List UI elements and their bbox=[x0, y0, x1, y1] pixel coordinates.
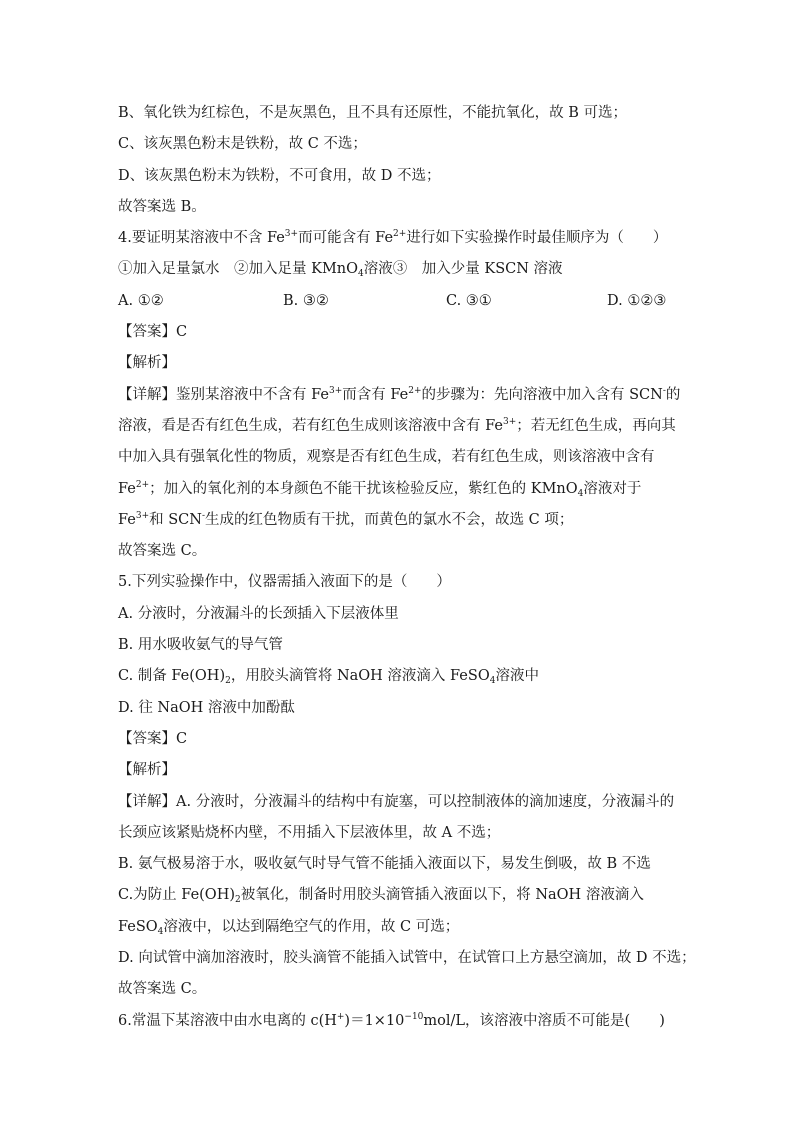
prev-option-d-explanation: D、该灰黑色粉末为铁粉，不可食用，故 D 不选； bbox=[118, 167, 441, 184]
q4-option-a: A. ①② bbox=[118, 292, 164, 309]
q4-stem-part: 而可能含有 Fe bbox=[298, 230, 394, 247]
prev-conclusion: 故答案选 B。 bbox=[118, 198, 206, 215]
q4-detail-text: 溶液对于 Fe bbox=[118, 480, 642, 528]
q4-detail-sub: 4 bbox=[577, 488, 584, 499]
prev-option-b-explanation: B、氧化铁为红棕色，不是灰黑色，且不具有还原性，不能抗氧化，故 B 可选； bbox=[118, 105, 628, 121]
q4-detail bbox=[118, 380, 688, 536]
q4-stem-part: 4.要证明某溶液中不含 Fe bbox=[118, 230, 285, 247]
q4-ops-part: 溶液③ 加入少量 KSCN 溶液 bbox=[363, 261, 563, 278]
q5-option-c-sub: 4 bbox=[489, 676, 496, 687]
q4-detail-text: ；加入的氧化剂的本身颜色不能干扰该检验反应，紫红色的 KMnO bbox=[149, 480, 578, 497]
q5-detail-c bbox=[118, 880, 688, 943]
q5-conclusion: 故答案选 C。 bbox=[118, 981, 207, 998]
q5-option-c-part: 溶液中 bbox=[495, 668, 539, 685]
q4-detail-text: ；若无红色生成，再向其中加入具有强氧化性的物质，观察是否有红色生成，若有红色生成，则该溶液中含有 Fe bbox=[118, 417, 676, 497]
q6-stem-sup: + bbox=[336, 1011, 345, 1022]
q4-ops-part: ①加入足量氯水 ②加入足量 KMnO bbox=[118, 261, 359, 278]
q4-answer: 【答案】C bbox=[118, 324, 188, 341]
q5-detail-c-part: 被氧化，制备时用胶头滴管插入液面以下，将 NaOH 溶液滴入 FeSO bbox=[118, 887, 644, 935]
q5-detail-c-sub: 2 bbox=[235, 895, 241, 906]
document-page bbox=[118, 98, 696, 1037]
q4-detail-text: 的步骤为：先向溶液中加入含有 SCN bbox=[421, 386, 663, 403]
q4-detail-sup: 2+ bbox=[135, 479, 150, 490]
q4-detail-text: 而含有 Fe bbox=[342, 386, 409, 403]
q5-stem: 5.下列实验操作中，仪器需插入液面下的是（ ） bbox=[118, 574, 451, 591]
q4-detail-text: 和 SCN bbox=[149, 511, 202, 528]
q4-options bbox=[118, 286, 688, 317]
q5-option-d: D. 往 NaOH 溶液中加酚酞 bbox=[118, 699, 295, 716]
q5-detail-d: D. 向试管中滴加溶液时，胶头滴管不能插入试管中，在试管口上方悬空滴加，故 D 不选； bbox=[118, 950, 696, 967]
q4-detail-sup: 2+ bbox=[408, 385, 422, 396]
q4-operations bbox=[118, 254, 688, 285]
q5-option-c-sub: 2 bbox=[225, 676, 231, 687]
q6-stem-sup: −10 bbox=[404, 1011, 424, 1022]
q4-stem-sup: 2+ bbox=[393, 229, 407, 240]
q4-detail-sup: - bbox=[662, 385, 666, 396]
q4-stem-part: 进行如下实验操作时最佳顺序为（ ） bbox=[406, 230, 668, 247]
q4-stem bbox=[118, 223, 688, 254]
q4-detail-text: 的溶液，看是否有红色生成，若有红色生成则该溶液中含有 Fe bbox=[118, 386, 681, 434]
q6-stem-part: )＝1×10 bbox=[344, 1012, 405, 1029]
q4-detail-text: 【详解】鉴别某溶液中不含有 Fe bbox=[118, 386, 329, 403]
q4-detail-sup: - bbox=[201, 510, 206, 521]
q5-option-a: A. 分液时，分液漏斗的长颈插入下层液体里 bbox=[118, 605, 399, 622]
q4-ops-sub: 4 bbox=[358, 269, 364, 280]
q5-detail-a: 【详解】A. 分液时，分液漏斗的结构中有旋塞，可以控制液体的滴加速度，分液漏斗的长颈应该紧贴烧杯内壁，不用插入下层液体里，故 A 不选； bbox=[118, 793, 675, 841]
q4-detail-text: 生成的红色物质有干扰，而黄色的氯水不会，故选 C 项； bbox=[205, 511, 574, 528]
q4-conclusion: 故答案选 C。 bbox=[118, 543, 207, 560]
q5-option-c bbox=[118, 661, 688, 692]
q4-option-d: D. ①②③ bbox=[607, 292, 667, 309]
q5-detail-c-part: 溶液中，以达到隔绝空气的作用，故 C 可选； bbox=[163, 918, 460, 935]
q6-stem-part: 6.常温下某溶液中由水电离的 c(H bbox=[118, 1012, 337, 1029]
q6-stem bbox=[118, 1006, 688, 1037]
q4-analysis-label: 【解析】 bbox=[118, 355, 176, 372]
q6-stem-part: mol/L，该溶液中溶质不可能是( ) bbox=[423, 1012, 665, 1029]
prev-option-c-explanation: C、该灰黑色粉末是铁粉，故 C 不选； bbox=[118, 136, 367, 153]
q5-detail-b: B. 氨气极易溶于水，吸收氨气时导气管不能插入液面以下，易发生倒吸，故 B 不选 bbox=[118, 856, 651, 873]
q4-detail-sup: 3+ bbox=[502, 416, 517, 427]
q5-analysis-label: 【解析】 bbox=[118, 762, 176, 779]
q5-detail-c-part: C.为防止 Fe(OH) bbox=[118, 887, 235, 904]
q4-option-b: B. ③② bbox=[283, 292, 329, 309]
q4-option-c: C. ③① bbox=[446, 292, 492, 309]
q4-detail-sup: 3+ bbox=[135, 510, 150, 521]
q4-stem-sup: 3+ bbox=[284, 229, 299, 240]
q5-option-c-part: C. 制备 Fe(OH) bbox=[118, 668, 226, 685]
q5-option-c-part: ，用胶头滴管将 NaOH 溶液滴入 FeSO bbox=[230, 668, 490, 685]
q5-option-b: B. 用水吸收氨气的导气管 bbox=[118, 637, 283, 654]
q5-detail-c-sub: 4 bbox=[157, 926, 164, 937]
q4-detail-sup: 3+ bbox=[328, 385, 343, 396]
q5-answer: 【答案】C bbox=[118, 730, 188, 747]
